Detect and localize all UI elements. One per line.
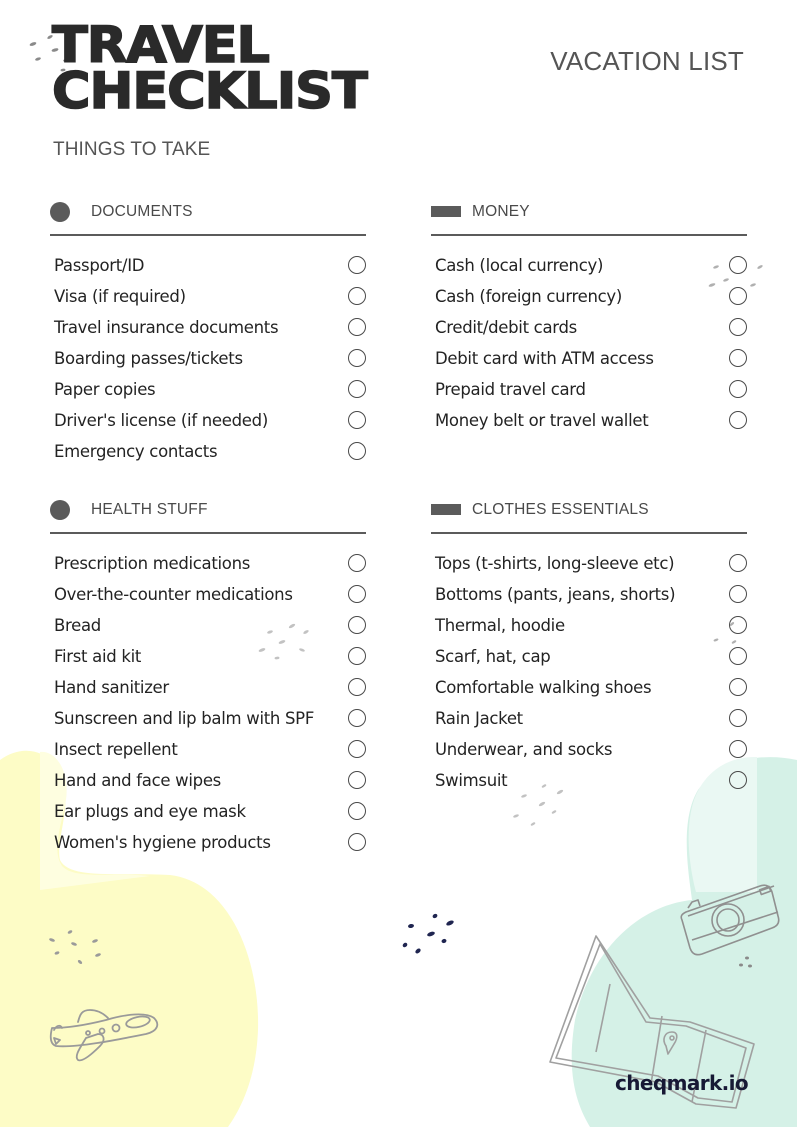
section-title: CLOTHES ESSENTIALS [472,501,649,518]
bird-flock-icon [398,910,462,960]
checklist-item[interactable] [431,281,747,312]
vacation-list-label: VACATION LIST [550,46,744,76]
section-divider [50,234,366,236]
item-label: Travel insurance documents [54,318,279,337]
checklist-item[interactable] [50,765,366,796]
checklist [50,250,366,467]
section-divider [431,532,747,534]
checkbox-circle-icon[interactable] [348,554,366,572]
checklist-item[interactable] [50,250,366,281]
section-title: DOCUMENTS [91,203,193,220]
checkbox-circle-icon[interactable] [729,585,747,603]
checklist-item[interactable] [50,610,366,641]
checklist-item[interactable] [431,405,747,436]
checkbox-circle-icon[interactable] [348,740,366,758]
item-label: Hand and face wipes [54,771,221,790]
section-title: HEALTH STUFF [91,501,208,518]
item-label: Ear plugs and eye mask [54,802,246,821]
item-label: Prescription medications [54,554,251,573]
checklist-item[interactable] [431,374,747,405]
checklist-item[interactable] [50,343,366,374]
checkbox-circle-icon[interactable] [729,616,747,634]
item-label: Credit/debit cards [435,318,577,337]
page-title [52,16,367,120]
checkbox-circle-icon[interactable] [729,287,747,305]
checklist-item[interactable] [50,548,366,579]
item-label: Prepaid travel card [435,380,586,399]
section-money [431,200,747,436]
checklist-item[interactable] [50,374,366,405]
checklist-item[interactable] [431,250,747,281]
checklist [431,250,747,436]
checklist-item[interactable] [50,579,366,610]
item-label: Cash (local currency) [435,256,604,275]
airplane-icon [46,1004,164,1066]
title-line-1: TRAVEL [52,16,269,74]
checklist-item[interactable] [431,703,747,734]
checkbox-circle-icon[interactable] [348,802,366,820]
checkbox-circle-icon[interactable] [729,771,747,789]
section-health-stuff [50,498,366,858]
item-label: Money belt or travel wallet [435,411,649,430]
item-label: Debit card with ATM access [435,349,654,368]
item-label: Underwear, and socks [435,740,613,759]
checklist-item[interactable] [431,641,747,672]
item-label: Hand sanitizer [54,678,169,697]
item-label: Women's hygiene products [54,833,271,852]
checklist [50,548,366,858]
section-title: MONEY [472,203,530,220]
checkbox-circle-icon[interactable] [348,442,366,460]
item-label: Paper copies [54,380,156,399]
item-label: Passport/ID [54,256,145,275]
item-label: Rain Jacket [435,709,523,728]
checkbox-circle-icon[interactable] [348,678,366,696]
checklist-item[interactable] [431,765,747,796]
checkbox-circle-icon[interactable] [729,740,747,758]
checkbox-circle-icon[interactable] [348,647,366,665]
section-header [50,498,366,532]
checkbox-circle-icon[interactable] [348,380,366,398]
item-label: First aid kit [54,647,142,666]
checklist-item[interactable] [50,436,366,467]
checklist-item[interactable] [431,672,747,703]
checklist-item[interactable] [431,610,747,641]
checkbox-circle-icon[interactable] [348,411,366,429]
checklist-item[interactable] [50,312,366,343]
checkbox-circle-icon[interactable] [348,349,366,367]
item-label: Comfortable walking shoes [435,678,652,697]
checkbox-circle-icon[interactable] [729,554,747,572]
item-label: Insect repellent [54,740,178,759]
checkbox-circle-icon[interactable] [729,678,747,696]
checkbox-circle-icon[interactable] [729,380,747,398]
section-documents [50,200,366,467]
item-label: Scarf, hat, cap [435,647,551,666]
checklist-item[interactable] [50,734,366,765]
checkbox-circle-icon[interactable] [348,709,366,727]
bar-marker-icon [431,206,461,217]
section-header [431,498,747,532]
checklist-item[interactable] [431,343,747,374]
checkbox-circle-icon[interactable] [729,411,747,429]
page-subtitle: THINGS TO TAKE [53,139,211,160]
section-header [50,200,366,234]
item-label: Swimsuit [435,771,508,790]
item-label: Driver's license (if needed) [54,411,268,430]
item-label: Sunscreen and lip balm with SPF [54,709,315,728]
checklist-item[interactable] [431,312,747,343]
section-header [431,200,747,234]
checkbox-circle-icon[interactable] [729,647,747,665]
item-label: Cash (foreign currency) [435,287,623,306]
title-line-2: CHECKLIST [52,62,367,120]
circle-marker-icon [50,202,70,222]
section-clothes-essentials [431,498,747,796]
checkbox-circle-icon[interactable] [348,771,366,789]
checklist-item[interactable] [50,672,366,703]
checkbox-circle-icon[interactable] [348,287,366,305]
checklist-item[interactable] [431,579,747,610]
checklist-item[interactable] [50,827,366,858]
section-divider [431,234,747,236]
checklist [431,548,747,796]
checklist-item[interactable] [50,796,366,827]
checklist-item[interactable] [50,281,366,312]
section-divider [50,532,366,534]
cheqmark-logo[interactable]: cheqmark.io [615,1071,749,1095]
item-label: Boarding passes/tickets [54,349,243,368]
checklist-item[interactable] [50,641,366,672]
checkbox-circle-icon[interactable] [729,349,747,367]
checkbox-circle-icon[interactable] [348,318,366,336]
checkbox-circle-icon[interactable] [348,256,366,274]
checkbox-circle-icon[interactable] [729,256,747,274]
checklist-item[interactable] [50,703,366,734]
item-label: Visa (if required) [54,287,186,306]
checkbox-circle-icon[interactable] [729,318,747,336]
checkbox-circle-icon[interactable] [348,833,366,851]
checklist-item[interactable] [50,405,366,436]
item-label: Bread [54,616,101,635]
item-label: Emergency contacts [54,442,218,461]
checkbox-circle-icon[interactable] [729,709,747,727]
item-label: Thermal, hoodie [435,616,565,635]
checkbox-circle-icon[interactable] [348,585,366,603]
circle-marker-icon [50,500,70,520]
checklist-item[interactable] [431,548,747,579]
checklist-item[interactable] [431,734,747,765]
bar-marker-icon [431,504,461,515]
bird-flock-icon [44,926,106,970]
item-label: Bottoms (pants, jeans, shorts) [435,585,676,604]
item-label: Tops (t-shirts, long-sleeve etc) [435,554,675,573]
item-label: Over-the-counter medications [54,585,293,604]
checkbox-circle-icon[interactable] [348,616,366,634]
